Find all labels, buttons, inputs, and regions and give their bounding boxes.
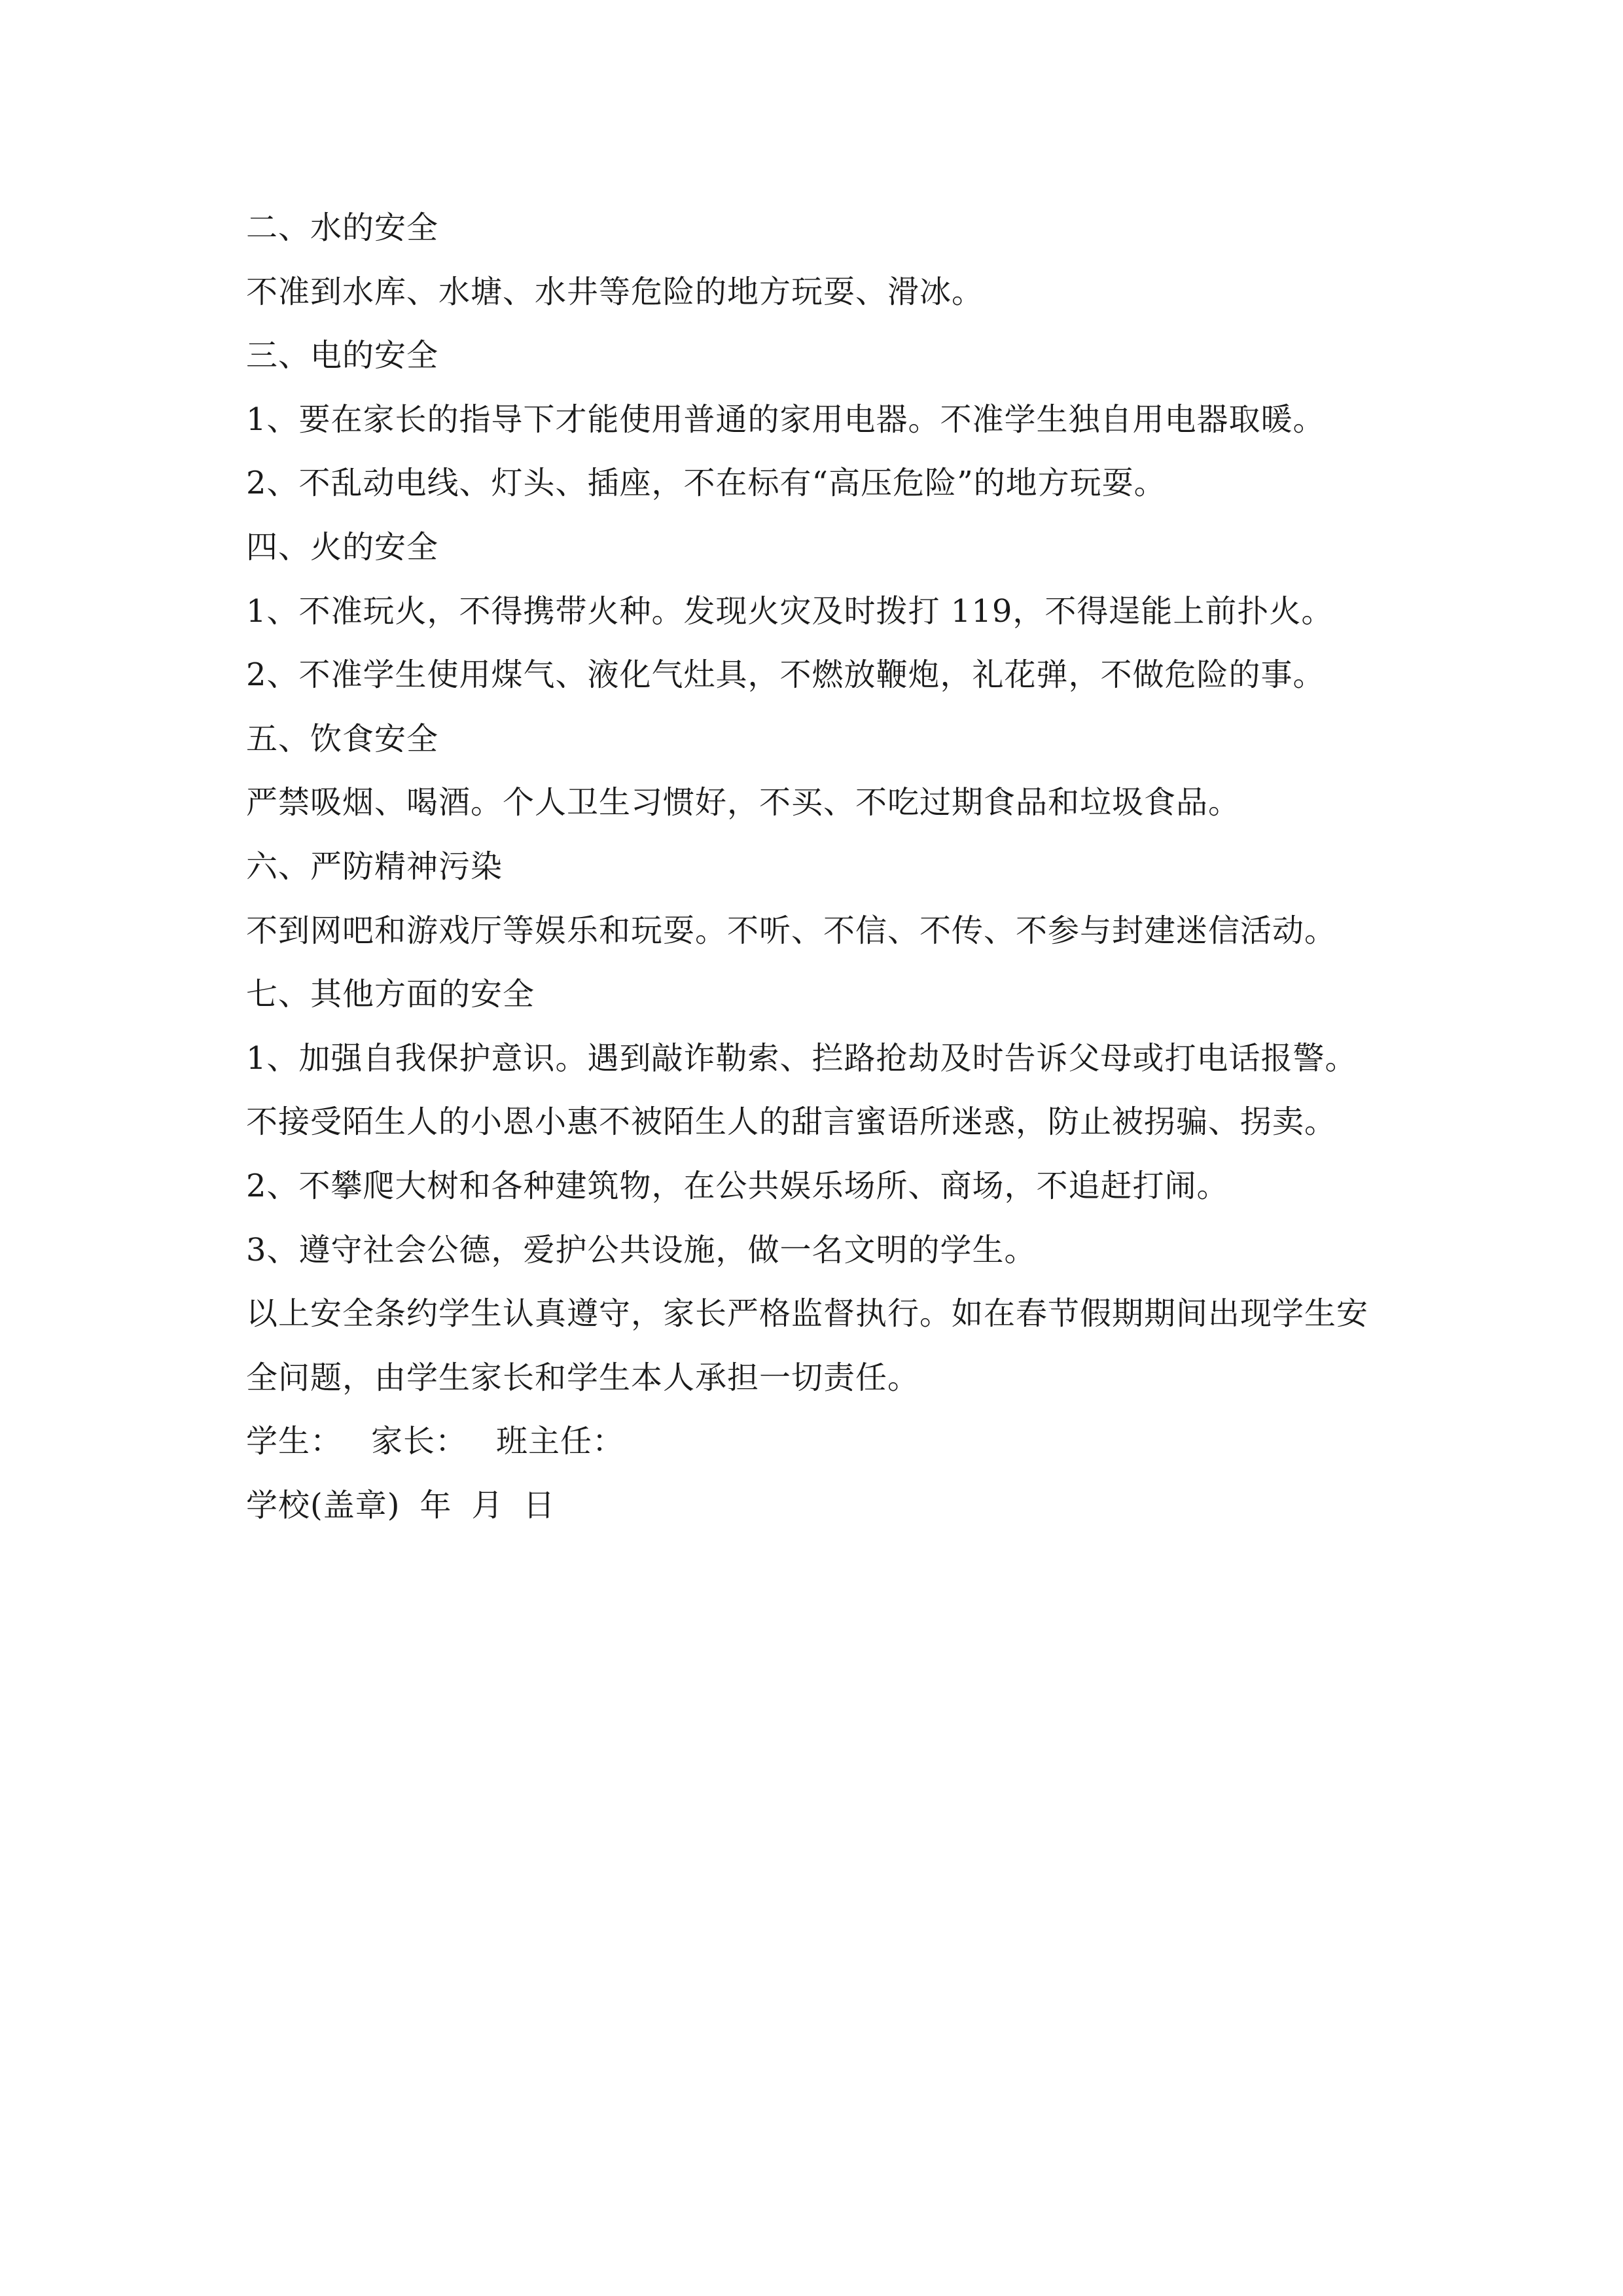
signature-teacher: 班主任： xyxy=(496,1423,625,1460)
section-heading-fire: 四、火的安全 xyxy=(246,528,439,565)
paragraph-mental: 不到网吧和游戏厅等娱乐和玩耍。不听、不信、不传、不参与封建迷信活动。 xyxy=(246,912,1337,949)
document-body xyxy=(246,196,1418,1537)
paragraph-water: 不准到水库、水塘、水井等危险的地方玩耍、滑冰。 xyxy=(246,273,984,310)
signature-line xyxy=(246,1410,1418,1474)
paragraph-other-3: 3、遵守社会公德，爱护公共设施，做一名文明的学生。 xyxy=(246,1231,1037,1268)
section-heading-mental: 六、严防精神污染 xyxy=(246,848,503,885)
section-heading-water: 二、水的安全 xyxy=(246,209,439,246)
date-year: 年 xyxy=(419,1486,452,1524)
section-heading-food: 五、饮食安全 xyxy=(246,720,439,757)
paragraph-food: 严禁吸烟、喝酒。个人卫生习惯好，不买、不吃过期食品和垃圾食品。 xyxy=(246,784,1241,821)
paragraph-other-1-cont: 不接受陌生人的小恩小惠不被陌生人的甜言蜜语所迷惑，防止被拐骗、拐卖。 xyxy=(246,1103,1337,1141)
paragraph-other-2: 2、不攀爬大树和各种建筑物，在公共娱乐场所、商场，不追赶打闹。 xyxy=(246,1167,1229,1204)
paragraph-conclusion: 以上安全条约学生认真遵守，家长严格监督执行。如在春节假期期间出现学生安 xyxy=(246,1295,1369,1333)
paragraph-fire-2: 2、不准学生使用煤气、液化气灶具，不燃放鞭炮，礼花弹，不做危险的事。 xyxy=(246,656,1325,694)
paragraph-electricity-1: 1、要在家长的指导下才能使用普通的家用电器。不准学生独自用电器取暖。 xyxy=(246,401,1325,438)
date-month: 月 xyxy=(471,1486,504,1524)
date-line xyxy=(246,1474,1418,1538)
school-seal-label: 学校(盖章) xyxy=(246,1486,401,1524)
signature-student: 学生： xyxy=(246,1423,343,1460)
section-heading-other: 七、其他方面的安全 xyxy=(246,976,535,1013)
paragraph-electricity-2: 2、不乱动电线、灯头、插座，不在标有“高压危险”的地方玩耍。 xyxy=(246,465,1166,502)
paragraph-other-1: 1、加强自我保护意识。遇到敲诈勒索、拦路抢劫及时告诉父母或打电话报警。 xyxy=(246,1039,1357,1077)
signature-parent: 家长： xyxy=(371,1423,468,1460)
paragraph-fire-1: 1、不准玩火，不得携带火种。发现火灾及时拨打 119，不得逞能上前扑火。 xyxy=(246,592,1334,630)
section-heading-electricity: 三、电的安全 xyxy=(246,337,439,374)
date-day: 日 xyxy=(523,1486,556,1524)
paragraph-conclusion-cont: 全问题，由学生家长和学生本人承担一切责任。 xyxy=(246,1359,920,1396)
